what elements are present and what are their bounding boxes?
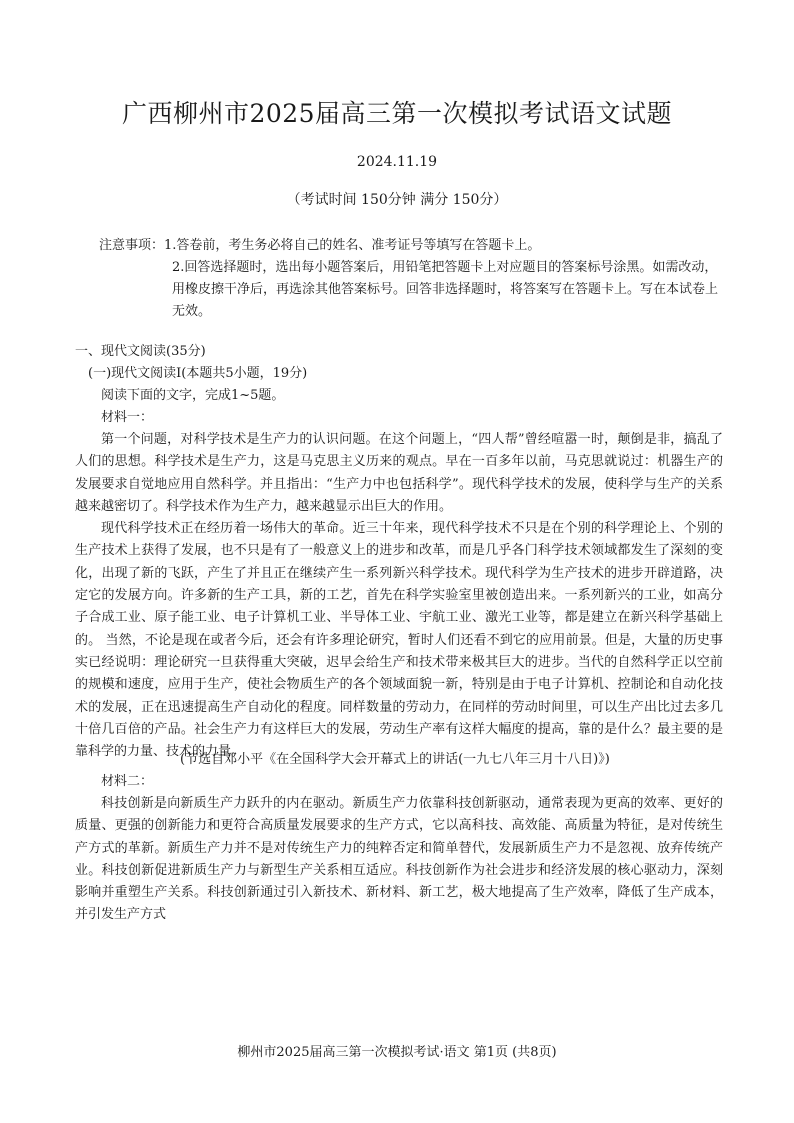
exam-title: 广西柳州市2025届高三第一次模拟考试语文试题 bbox=[121, 99, 673, 128]
material-1-text bbox=[75, 429, 723, 763]
notice-block bbox=[99, 235, 719, 323]
material-1-paragraph-1: 第一个问题，对科学技术是生产力的认识问题。在这个问题上，“四人帮”曾经喧嚣一时，颠倒是非，搞乱了人们的思想。科学技术是生产力，这是马克思主义历来的观点。早在一百多年以前，马克思就说过：机器生产的发展要求自觉地应用自然科学。并且指出：“生产力中也包括科学”。现代科学技术的发展，使科学与生产的关系越来越密切了。科学技术作为生产力，越来越显示出巨大的作用。 bbox=[75, 432, 723, 514]
notice-item-2: 2.回答选择题时，选出每小题答案后，用铅笔把答题卡上对应题目的答案标号涂黑。如需改动，用橡皮擦干净后，再选涂其他答案标号。回答非选择题时，将答案写在答题卡上。写在本试卷上无效。 bbox=[172, 260, 719, 319]
material-2-text bbox=[75, 793, 723, 927]
notice-row bbox=[99, 235, 719, 257]
reading-instruction: 阅读下面的文字，完成1~5题。 bbox=[101, 388, 285, 403]
material-1-source: (节选自邓小平《在全国科学大会开幕式上的讲话(一九七八年三月十八日)》) bbox=[180, 752, 610, 767]
material-2-paragraph: 科技创新是向新质生产力跃升的内在驱动。新质生产力依靠科技创新驱动，通常表现为更高的效率、更好的质量、更强的创新能力和更符合高质量发展要求的生产方式，它以高科技、高效能、高质量为特征，是对传统生产方式的革新。新质生产力并不是对传统生产力的纯粹否定和简单替代，发展新质生产力不是忽视、放弃传统产业。科技创新促进新质生产力与新型生产关系相互适应。科技创新作为社会进步和经济发展的核心驱动力，深刻影响并重塑生产关系。科技创新通过引入新技术、新材料、新工艺，极大地提高了生产效率，降低了生产成本，并引发生产方式 bbox=[75, 796, 723, 923]
exam-date: 2024.11.19 bbox=[356, 154, 438, 170]
material-1-paragraph-2: 现代科学技术正在经历着一场伟大的革命。近三十年来，现代科学技术不只是在个别的科学理论上、个别的生产技术上获得了发展，也不只是有了一般意义上的进步和改革，而是几乎各门科学技术领域都发生了深刻的变化，出现了新的飞跃，产生了并且正在继续产生一系列新兴科学技术。现代科学为生产技术的进步开辟道路，决定它的发展方向。许多新的生产工具，新的工艺，首先在科学实验室里被创造出来。一系列新兴的工业，如高分子合成工业、原子能工业、电子计算机工业、半导体工业、宇航工业、激光工业等，都是建立在新兴科学基础上的。 当然，不论是现在或者今后，还会有许多理论研究，暂时人们还看不到它的应用前景。但是，大量的历史事实已经说明：理论研究一旦获得重大突破，迟早会给生产和技术带来极其巨大的进步。当代的自然科学正以空前的规模和速度，应用于生产，使社会物质生产的各个领域面貌一新，特别是由于电子计算机、控制论和自动化技术的发展，正在迅速提高生产自动化的程度。同样数量的劳动力，在同样的劳动时间里，可以生产出比过去多几十倍几百倍的产品。社会生产力有这样巨大的发展，劳动生产率有这样大幅度的提高，靠的是什么？最主要的是靠科学的力量、技术的力量。 bbox=[75, 521, 723, 760]
notice-item-1: 1.答卷前，考生务必将自己的姓名、准考证号等填写在答题卡上。 bbox=[164, 238, 541, 253]
section-heading: 一、现代文阅读(35分) bbox=[75, 344, 206, 359]
subsection-heading: (一)现代文阅读Ⅰ(本题共5小题，19分) bbox=[88, 366, 308, 381]
material-2-label: 材料二： bbox=[101, 774, 154, 789]
notice-label: 注意事项： bbox=[99, 238, 165, 253]
exam-time-score: （考试时间 150分钟 满分 150分） bbox=[286, 192, 508, 208]
page-footer: 柳州市2025届高三第一次模拟考试·语文 第1页 (共8页) bbox=[237, 1045, 557, 1060]
material-1-label: 材料一： bbox=[101, 410, 154, 425]
